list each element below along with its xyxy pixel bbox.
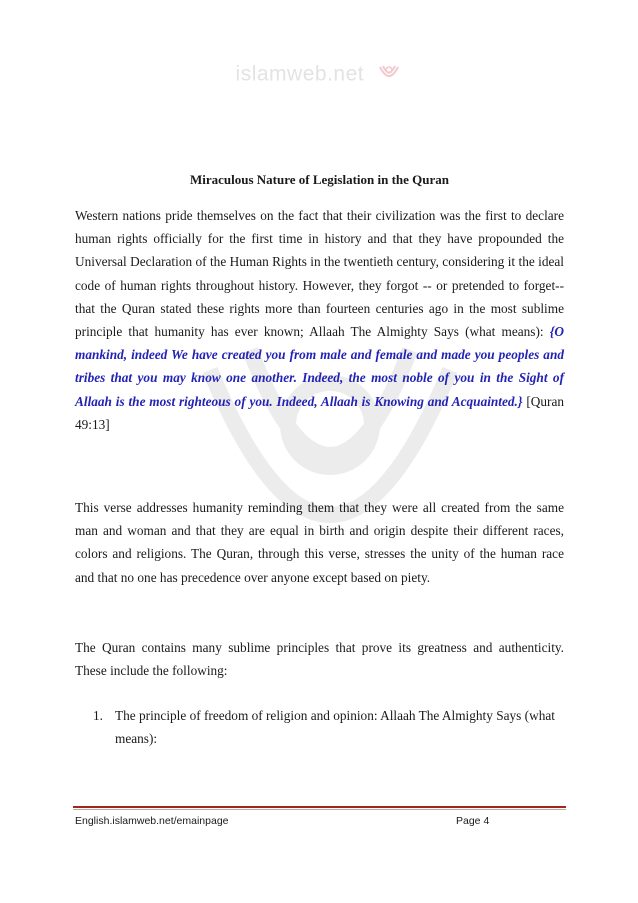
paragraph-intro-text: Western nations pride themselves on the fact that their civilization was the first to declare human rights officially for the first time in history and that they have propounded the Universal Declaration of the Human Rights in the twentieth century, considering it the ideal code of human rights throughout history. However, they forgot -- or pretended to forget-- that the Quran stated these rights more than fourteen centuries ago in the most sublime principle that humanity has ever known; Allaah The Almighty Says (what means):: [75, 208, 564, 340]
list-item: [93, 704, 564, 750]
page-number: Page 4: [456, 815, 490, 827]
header-logo: [0, 62, 638, 86]
list-item-number: 1.: [93, 708, 103, 723]
paragraph-unity: This verse addresses humanity reminding them that they were all created from the same man and woman and that they are equal in birth and origin despite their different races, colors and religions. The Quran, through this verse, stresses the unity of the human race and that no one has precedence over anyone except based on piety.: [75, 500, 564, 585]
paragraph-intro: [75, 204, 564, 436]
verse-reference: [Quran 49:13]: [75, 393, 565, 432]
logo-text: islamweb.net: [235, 62, 365, 86]
quran-verse: {O mankind, indeed We have created you from male and female and made you peoples and tribes that you may know one another. Indeed, the most noble of you in the Sight of Allaah is the most righteous of you. Indeed, Allaah is Knowing and Acquainted.}: [75, 324, 564, 409]
footer-rule: [73, 806, 566, 808]
footer-site-url: English.islamweb.net/emainpage: [75, 815, 229, 827]
footer-rule-thin: [73, 809, 566, 810]
page-footer: [75, 815, 564, 831]
paragraph-principles: The Quran contains many sublime principles that prove its greatness and authenticity. These include the following:: [75, 640, 564, 679]
list-item-text: The principle of freedom of religion and opinion: Allaah The Almighty Says (what means):: [115, 708, 555, 747]
principles-list: [93, 704, 564, 750]
logo-emblem-icon: [376, 63, 402, 85]
article-title: Miraculous Nature of Legislation in the Quran: [189, 172, 450, 187]
